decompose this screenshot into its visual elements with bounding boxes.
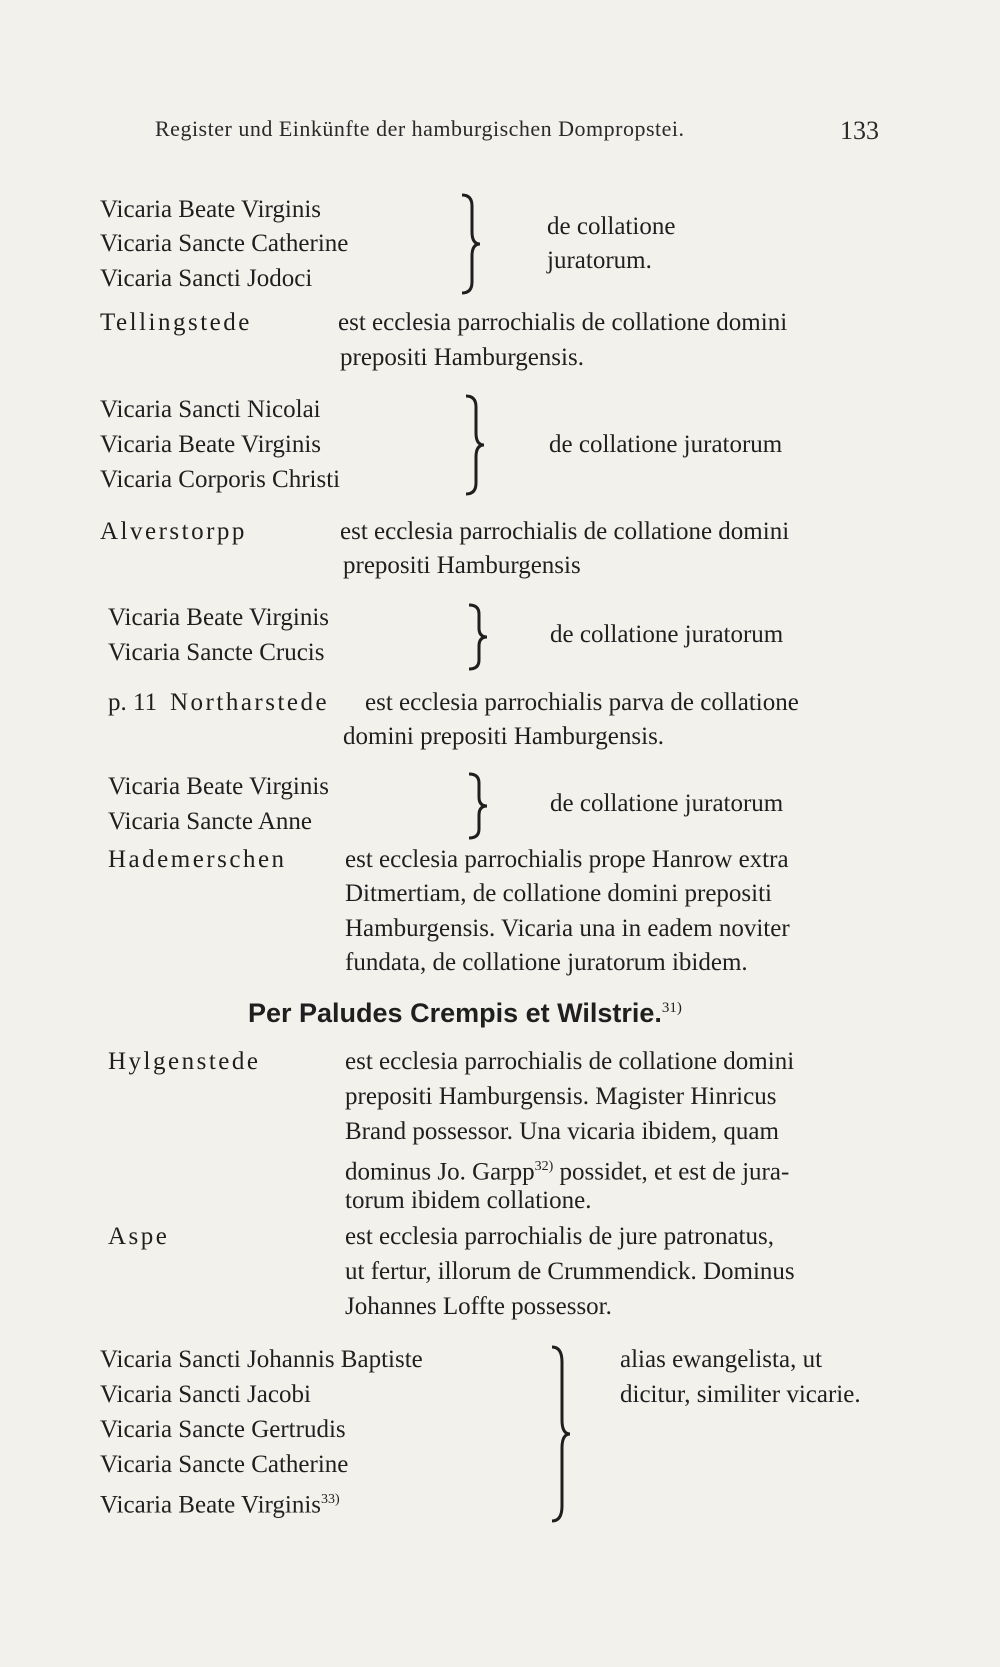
vicaria-entry: Vicaria Sancti Jacobi	[100, 1381, 311, 1408]
vicaria-entry: Vicaria Sancti Jodoci	[100, 265, 313, 292]
curly-brace	[458, 192, 484, 296]
footnote-marker: 31)	[661, 1000, 682, 1016]
parish-description: est ecclesia parrochialis de collatione domini	[345, 1048, 795, 1075]
vicaria-entry: Vicaria Beate Virginis	[108, 604, 330, 631]
brace-note: juratorum.	[547, 247, 652, 274]
parish-name: Hademerschen	[108, 846, 287, 873]
page-number: 133	[840, 116, 879, 145]
parish-description: Ditmertiam, de collatione domini prepositi	[345, 880, 772, 907]
parish-description: ut fertur, illorum de Crummendick. Dominus	[345, 1258, 795, 1285]
brace-note: dicitur, similiter vicarie.	[620, 1381, 861, 1408]
brace-note: de collatione	[547, 213, 676, 240]
parish-name: Aspe	[108, 1223, 170, 1250]
parish-description: prepositi Hamburgensis	[343, 552, 581, 579]
text-run: dominus Jo. Garpp	[345, 1158, 535, 1186]
parish-description: est ecclesia parrochialis de jure patronatus,	[345, 1223, 774, 1250]
vicaria-entry: Vicaria Sancte Anne	[108, 808, 312, 835]
section-title: Per Paludes Crempis et Wilstrie.	[248, 998, 662, 1028]
parish-description: prepositi Hamburgensis. Magister Hinricus	[345, 1083, 777, 1110]
margin-reference: p. 11	[108, 689, 158, 716]
vicaria-entry: Vicaria Sancti Nicolai	[100, 396, 321, 423]
section-heading	[248, 998, 682, 1029]
curly-brace	[465, 602, 491, 672]
parish-name: Alverstorpp	[100, 518, 247, 545]
parish-description: est ecclesia parrochialis parva de collatione	[365, 689, 799, 716]
parish-description: est ecclesia parrochialis de collatione domini	[338, 309, 788, 336]
vicaria-entry: Vicaria Corporis Christi	[100, 466, 341, 493]
brace-note: de collatione juratorum	[550, 790, 784, 817]
parish-description: prepositi Hamburgensis.	[340, 344, 584, 371]
parish-name: Northarstede	[170, 689, 330, 716]
parish-description: est ecclesia parrochialis prope Hanrow extra	[345, 846, 789, 873]
parish-description: domini prepositi Hamburgensis.	[343, 723, 665, 750]
vicaria-entry: Vicaria Beate Virginis	[100, 196, 322, 223]
curly-brace	[462, 393, 488, 497]
parish-description: Brand possessor. Una vicaria ibidem, quam	[345, 1118, 779, 1145]
vicaria-entry: Vicaria Sancte Catherine	[100, 230, 349, 257]
vicaria-entry	[100, 1483, 340, 1522]
parish-description: est ecclesia parrochialis de collatione domini	[340, 518, 790, 545]
footnote-marker: 32)	[534, 1159, 554, 1174]
curly-brace	[465, 771, 491, 841]
vicaria-entry: Vicaria Sancte Gertrudis	[100, 1416, 346, 1443]
vicaria-entry: Vicaria Beate Virginis	[108, 773, 330, 800]
vicaria-entry: Vicaria Sancte Catherine	[100, 1451, 349, 1478]
vicaria-entry: Vicaria Sancti Johannis Baptiste	[100, 1346, 423, 1373]
parish-description: Hamburgensis. Vicaria una in eadem noviter	[345, 915, 790, 942]
brace-note: de collatione juratorum	[550, 621, 784, 648]
parish-description: torum ibidem collatione.	[345, 1187, 592, 1214]
text-run: Vicaria Beate Virginis	[100, 1491, 322, 1519]
parish-description: Johannes Loffte possessor.	[345, 1293, 612, 1320]
running-title: Register und Einkünfte der hamburgischen Dompropstei.	[155, 116, 685, 141]
vicaria-entry: Vicaria Beate Virginis	[100, 431, 322, 458]
vicaria-entry: Vicaria Sancte Crucis	[108, 639, 325, 666]
brace-note: alias ewangelista, ut	[620, 1346, 823, 1373]
footnote-marker: 33)	[321, 1492, 340, 1507]
brace-note: de collatione juratorum	[549, 431, 783, 458]
text-run: possidet, et est de jura-	[553, 1158, 790, 1186]
parish-name: Tellingstede	[100, 309, 252, 336]
parish-description: fundata, de collatione juratorum ibidem.	[345, 949, 748, 976]
parish-name: Hylgenstede	[108, 1048, 261, 1075]
curly-brace	[548, 1344, 574, 1524]
